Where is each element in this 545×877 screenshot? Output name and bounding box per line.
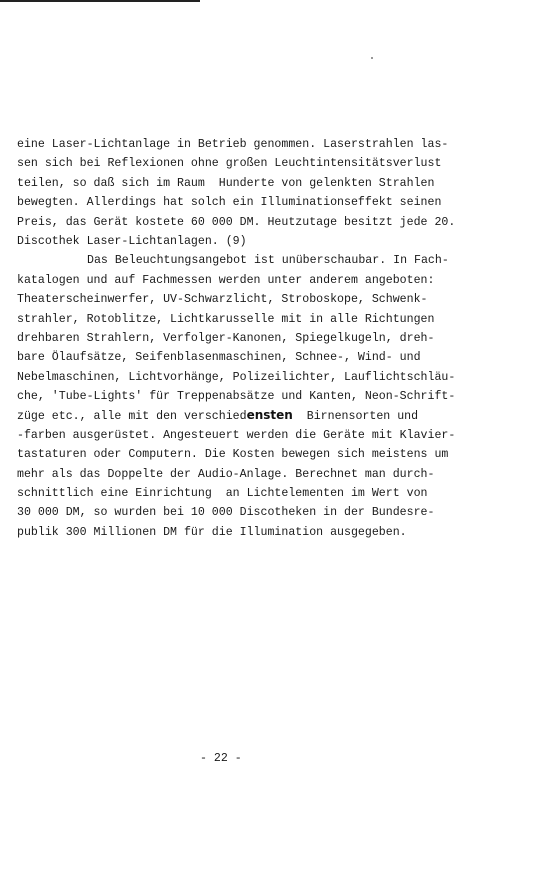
text-line: tastaturen oder Computern. Die Kosten bewegen sich meistens um <box>17 448 449 462</box>
page-number: - 22 - <box>200 752 242 765</box>
text-line: mehr als das Doppelte der Audio-Anlage. Berechnet man durch- <box>17 467 435 481</box>
text-line: katalogen und auf Fachmessen werden unter anderem angeboten: <box>17 273 435 287</box>
paragraph-start-line: Das Beleuchtungsangebot ist unüberschaubar. In Fach- <box>87 254 449 268</box>
text-line: -farben ausgerüstet. Angesteuert werden die Geräte mit Klavier- <box>17 428 456 442</box>
text-line: bare Ölaufsätze, Seifenblasenmaschinen, Schnee-, Wind- und <box>17 351 421 365</box>
text-line: teilen, so daß sich im Raum Hunderte von gelenkten Strahlen <box>17 176 435 190</box>
text-line: Theaterscheinwerfer, UV-Schwarzlicht, Stroboskope, Schwenk- <box>17 293 428 307</box>
text-line: bewegten. Allerdings hat solch ein Illuminationseffekt seinen <box>17 196 442 210</box>
text-line: publik 300 Millionen DM für die Illumination ausgegeben. <box>17 525 407 539</box>
text-line: Discothek Laser-Lichtanlagen. (9) <box>17 234 247 248</box>
text-line: strahler, Rotoblitze, Lichtkarusselle mit in alle Richtungen <box>17 312 435 326</box>
top-rule <box>0 0 200 2</box>
text-line: Nebelmaschinen, Lichtvorhänge, Polizeilichter, Lauflichtschläu- <box>17 370 456 384</box>
text-segment: züge etc., alle mit den verschied <box>17 410 247 424</box>
handwritten-correction: ensten <box>246 408 293 423</box>
text-line: 30 000 DM, so wurden bei 10 000 Discotheken in der Bundesre- <box>17 506 435 520</box>
text-line: drehbaren Strahlern, Verfolger-Kanonen, Spiegelkugeln, dreh- <box>17 331 435 345</box>
text-line: Preis, das Gerät kostete 60 000 DM. Heutzutage besitzt jede 20. <box>17 215 456 229</box>
text-line: che, 'Tube-Lights' für Treppenabsätze und Kanten, Neon-Schrift- <box>17 390 456 404</box>
body-text <box>17 135 517 542</box>
text-line-handwritten-correction <box>17 406 517 425</box>
text-segment: Birnensorten und <box>292 410 419 424</box>
text-line: eine Laser-Lichtanlage in Betrieb genommen. Laserstrahlen las- <box>17 138 449 151</box>
text-line: schnittlich eine Einrichtung an Lichtelementen im Wert von <box>17 487 428 501</box>
scan-speck <box>371 57 373 59</box>
text-line: sen sich bei Reflexionen ohne großen Leuchtintensitätsverlust <box>17 157 442 171</box>
